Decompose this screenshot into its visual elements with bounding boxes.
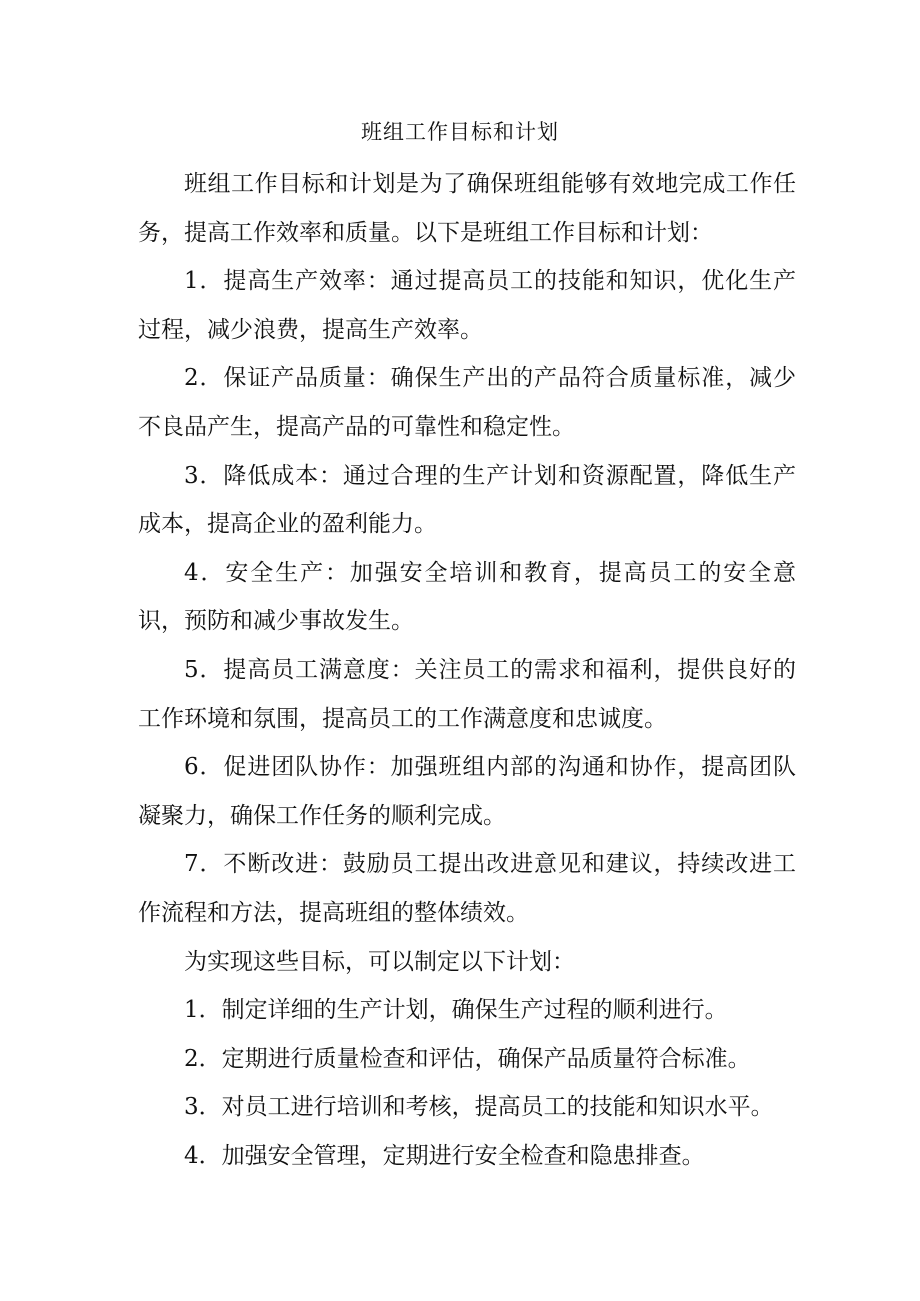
plan-intro-paragraph: 为实现这些目标，可以制定以下计划： — [184, 948, 575, 975]
goal-item-6: 6．促进团队协作：加强班组内部的沟通和协作，提高团队凝聚力，确保工作任务的顺利完成。 — [138, 754, 796, 829]
plan-item-2: 2．定期进行质量检查和评估，确保产品质量符合标准。 — [184, 1045, 751, 1072]
goal-item-1: 1．提高生产效率：通过提高员工的技能和知识，优化生产过程，减少浪费，提高生产效率。 — [138, 268, 796, 343]
goal-item-7: 7．不断改进：鼓励员工提出改进意见和建议，持续改进工作流程和方法，提高班组的整体绩效。 — [138, 851, 796, 926]
intro-paragraph: 班组工作目标和计划是为了确保班组能够有效地完成工作任务，提高工作效率和质量。以下是班组工作目标和计划： — [138, 171, 796, 246]
plan-item-3: 3．对员工进行培训和考核，提高员工的技能和知识水平。 — [184, 1094, 774, 1121]
goal-item-3: 3．降低成本：通过合理的生产计划和资源配置，降低生产成本，提高企业的盈利能力。 — [138, 462, 796, 538]
goal-item-5: 5．提高员工满意度：关注员工的需求和福利，提供良好的工作环境和氛围，提高员工的工作满意度和忠诚度。 — [138, 656, 796, 732]
document-body — [138, 160, 796, 1180]
goal-item-2: 2．保证产品质量：确保生产出的产品符合质量标准，减少不良品产生，提高产品的可靠性和稳定性。 — [138, 365, 796, 440]
plan-item-4: 4．加强安全管理，定期进行安全检查和隐患排查。 — [184, 1142, 705, 1169]
document-title: 班组工作目标和计划 — [361, 120, 559, 144]
goal-item-4: 4．安全生产：加强安全培训和教育，提高员工的安全意识，预防和减少事故发生。 — [138, 559, 796, 635]
plan-item-1: 1．制定详细的生产计划，确保生产过程的顺利进行。 — [184, 997, 728, 1024]
